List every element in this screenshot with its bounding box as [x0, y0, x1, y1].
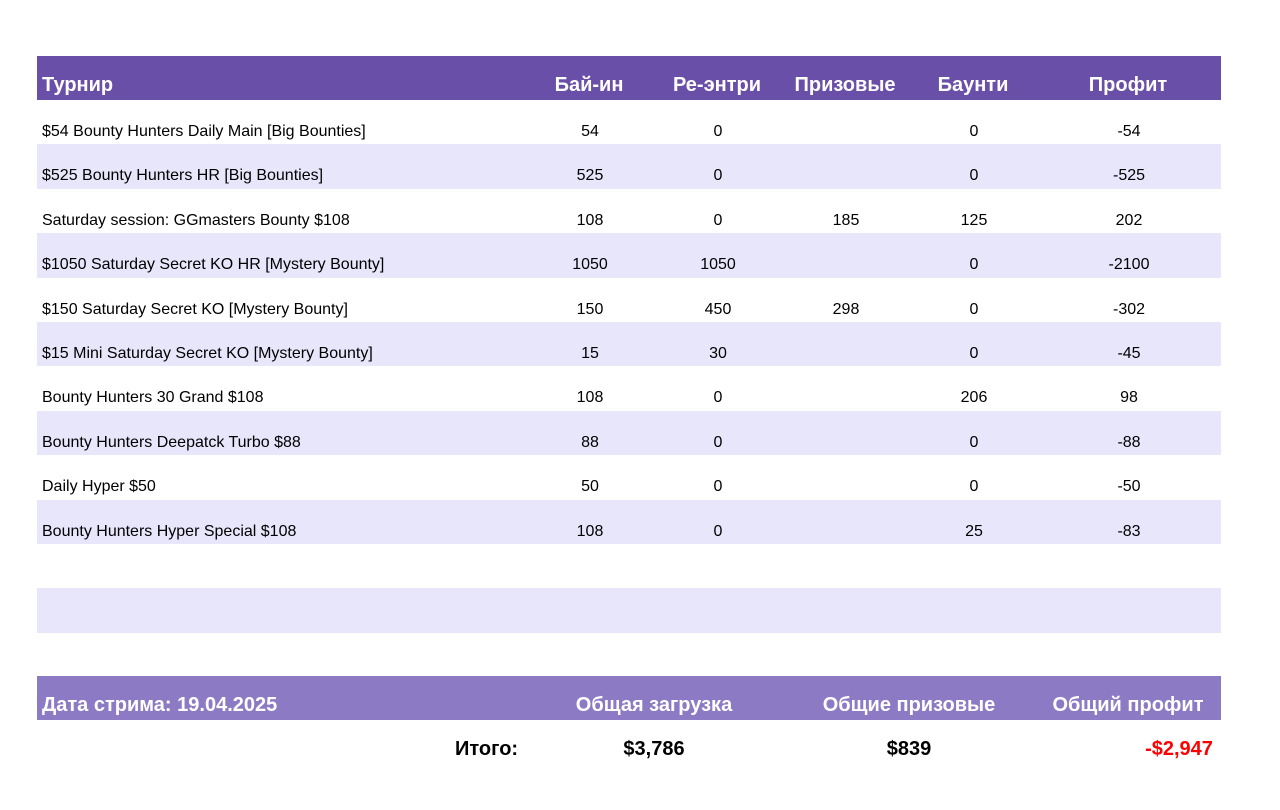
cell-tournament: Bounty Hunters Hyper Special $108 [42, 522, 297, 540]
cell-bounty: 0 [969, 300, 979, 318]
total-load-value: $3,786 [623, 738, 685, 760]
cell-tournament: $1050 Saturday Secret KO HR [Mystery Bounty] [42, 256, 385, 274]
cell-buyin: 50 [581, 478, 599, 496]
cell-buyin: 108 [576, 522, 604, 540]
cell-profit: -83 [1117, 522, 1141, 540]
header-tournament: Турнир [42, 74, 114, 96]
cell-profit: -45 [1117, 344, 1141, 362]
cell-bounty: 0 [969, 433, 979, 451]
cell-profit: -50 [1117, 478, 1141, 496]
cell-profit: -54 [1117, 123, 1141, 140]
table-body [37, 100, 1221, 633]
total-profit-value: -$2,947 [1145, 738, 1213, 760]
table-row [37, 411, 1221, 455]
cell-buyin: 150 [576, 300, 604, 318]
cell-tournament: Bounty Hunters 30 Grand $108 [42, 389, 264, 407]
cell-reentry: 0 [713, 389, 723, 407]
cell-buyin: 54 [581, 123, 599, 140]
total-profit-label: Общий профит [1052, 694, 1204, 716]
cell-reentry: 450 [704, 300, 732, 318]
cell-tournament: $150 Saturday Secret KO [Mystery Bounty] [42, 300, 348, 318]
cell-buyin: 1050 [572, 256, 608, 274]
table-row [37, 100, 1221, 144]
total-load-label: Общая загрузка [575, 694, 733, 716]
table-row [37, 366, 1221, 410]
totals-row [37, 720, 1221, 770]
cell-reentry: 0 [713, 211, 723, 229]
total-label: Итого: [455, 738, 519, 760]
cell-bounty: 206 [960, 389, 988, 407]
header-profit: Профит [1088, 74, 1168, 96]
cell-reentry: 0 [713, 167, 723, 185]
header-reentry: Ре-энтри [672, 74, 762, 96]
stream-date: Дата стрима: 19.04.2025 [42, 694, 278, 716]
cell-reentry: 0 [713, 478, 723, 496]
cell-bounty: 0 [969, 256, 979, 274]
cell-reentry: 30 [709, 344, 727, 362]
total-prize-label: Общие призовые [822, 694, 996, 716]
cell-buyin: 88 [581, 433, 599, 451]
table-row [37, 322, 1221, 366]
cell-reentry: 0 [713, 433, 723, 451]
cell-tournament: $525 Bounty Hunters HR [Big Bounties] [42, 167, 324, 185]
cell-tournament: Bounty Hunters Deepatck Turbo $88 [42, 433, 301, 451]
cell-profit: -88 [1117, 433, 1141, 451]
cell-prize: 298 [832, 300, 860, 318]
cell-profit: -525 [1112, 167, 1146, 185]
cell-tournament: Daily Hyper $50 [42, 478, 156, 496]
cell-bounty: 0 [969, 123, 979, 140]
cell-bounty: 0 [969, 344, 979, 362]
cell-profit: 98 [1120, 389, 1138, 407]
cell-tournament: Saturday session: GGmasters Bounty $108 [42, 211, 350, 229]
cell-bounty: 25 [965, 522, 983, 540]
cell-profit: -302 [1112, 300, 1146, 318]
cell-bounty: 0 [969, 478, 979, 496]
cell-buyin: 15 [581, 344, 599, 362]
cell-reentry: 0 [713, 123, 723, 140]
cell-profit: -2100 [1108, 256, 1150, 274]
cell-prize: 185 [832, 211, 860, 229]
table-row [37, 588, 1221, 632]
header-buyin: Бай-ин [554, 74, 624, 96]
summary-header [37, 676, 1221, 720]
table-row [37, 544, 1221, 588]
cell-buyin: 108 [576, 389, 604, 407]
table-row [37, 500, 1221, 544]
total-prize-value: $839 [886, 738, 932, 760]
cell-bounty: 125 [960, 211, 988, 229]
cell-buyin: 108 [576, 211, 604, 229]
cell-bounty: 0 [969, 167, 979, 185]
table-header [37, 56, 1221, 100]
table-row [37, 144, 1221, 188]
table-row [37, 233, 1221, 277]
table-row [37, 189, 1221, 233]
header-bounty: Баунти [937, 74, 1009, 96]
tournament-table [37, 56, 1221, 633]
cell-tournament: $54 Bounty Hunters Daily Main [Big Bounties] [42, 123, 366, 140]
cell-profit: 202 [1115, 211, 1143, 229]
header-prize: Призовые [794, 74, 896, 96]
table-row [37, 455, 1221, 499]
table-row [37, 278, 1221, 322]
cell-buyin: 525 [576, 167, 604, 185]
cell-reentry: 0 [713, 522, 723, 540]
cell-tournament: $15 Mini Saturday Secret KO [Mystery Bounty] [42, 344, 373, 362]
cell-reentry: 1050 [700, 256, 736, 274]
